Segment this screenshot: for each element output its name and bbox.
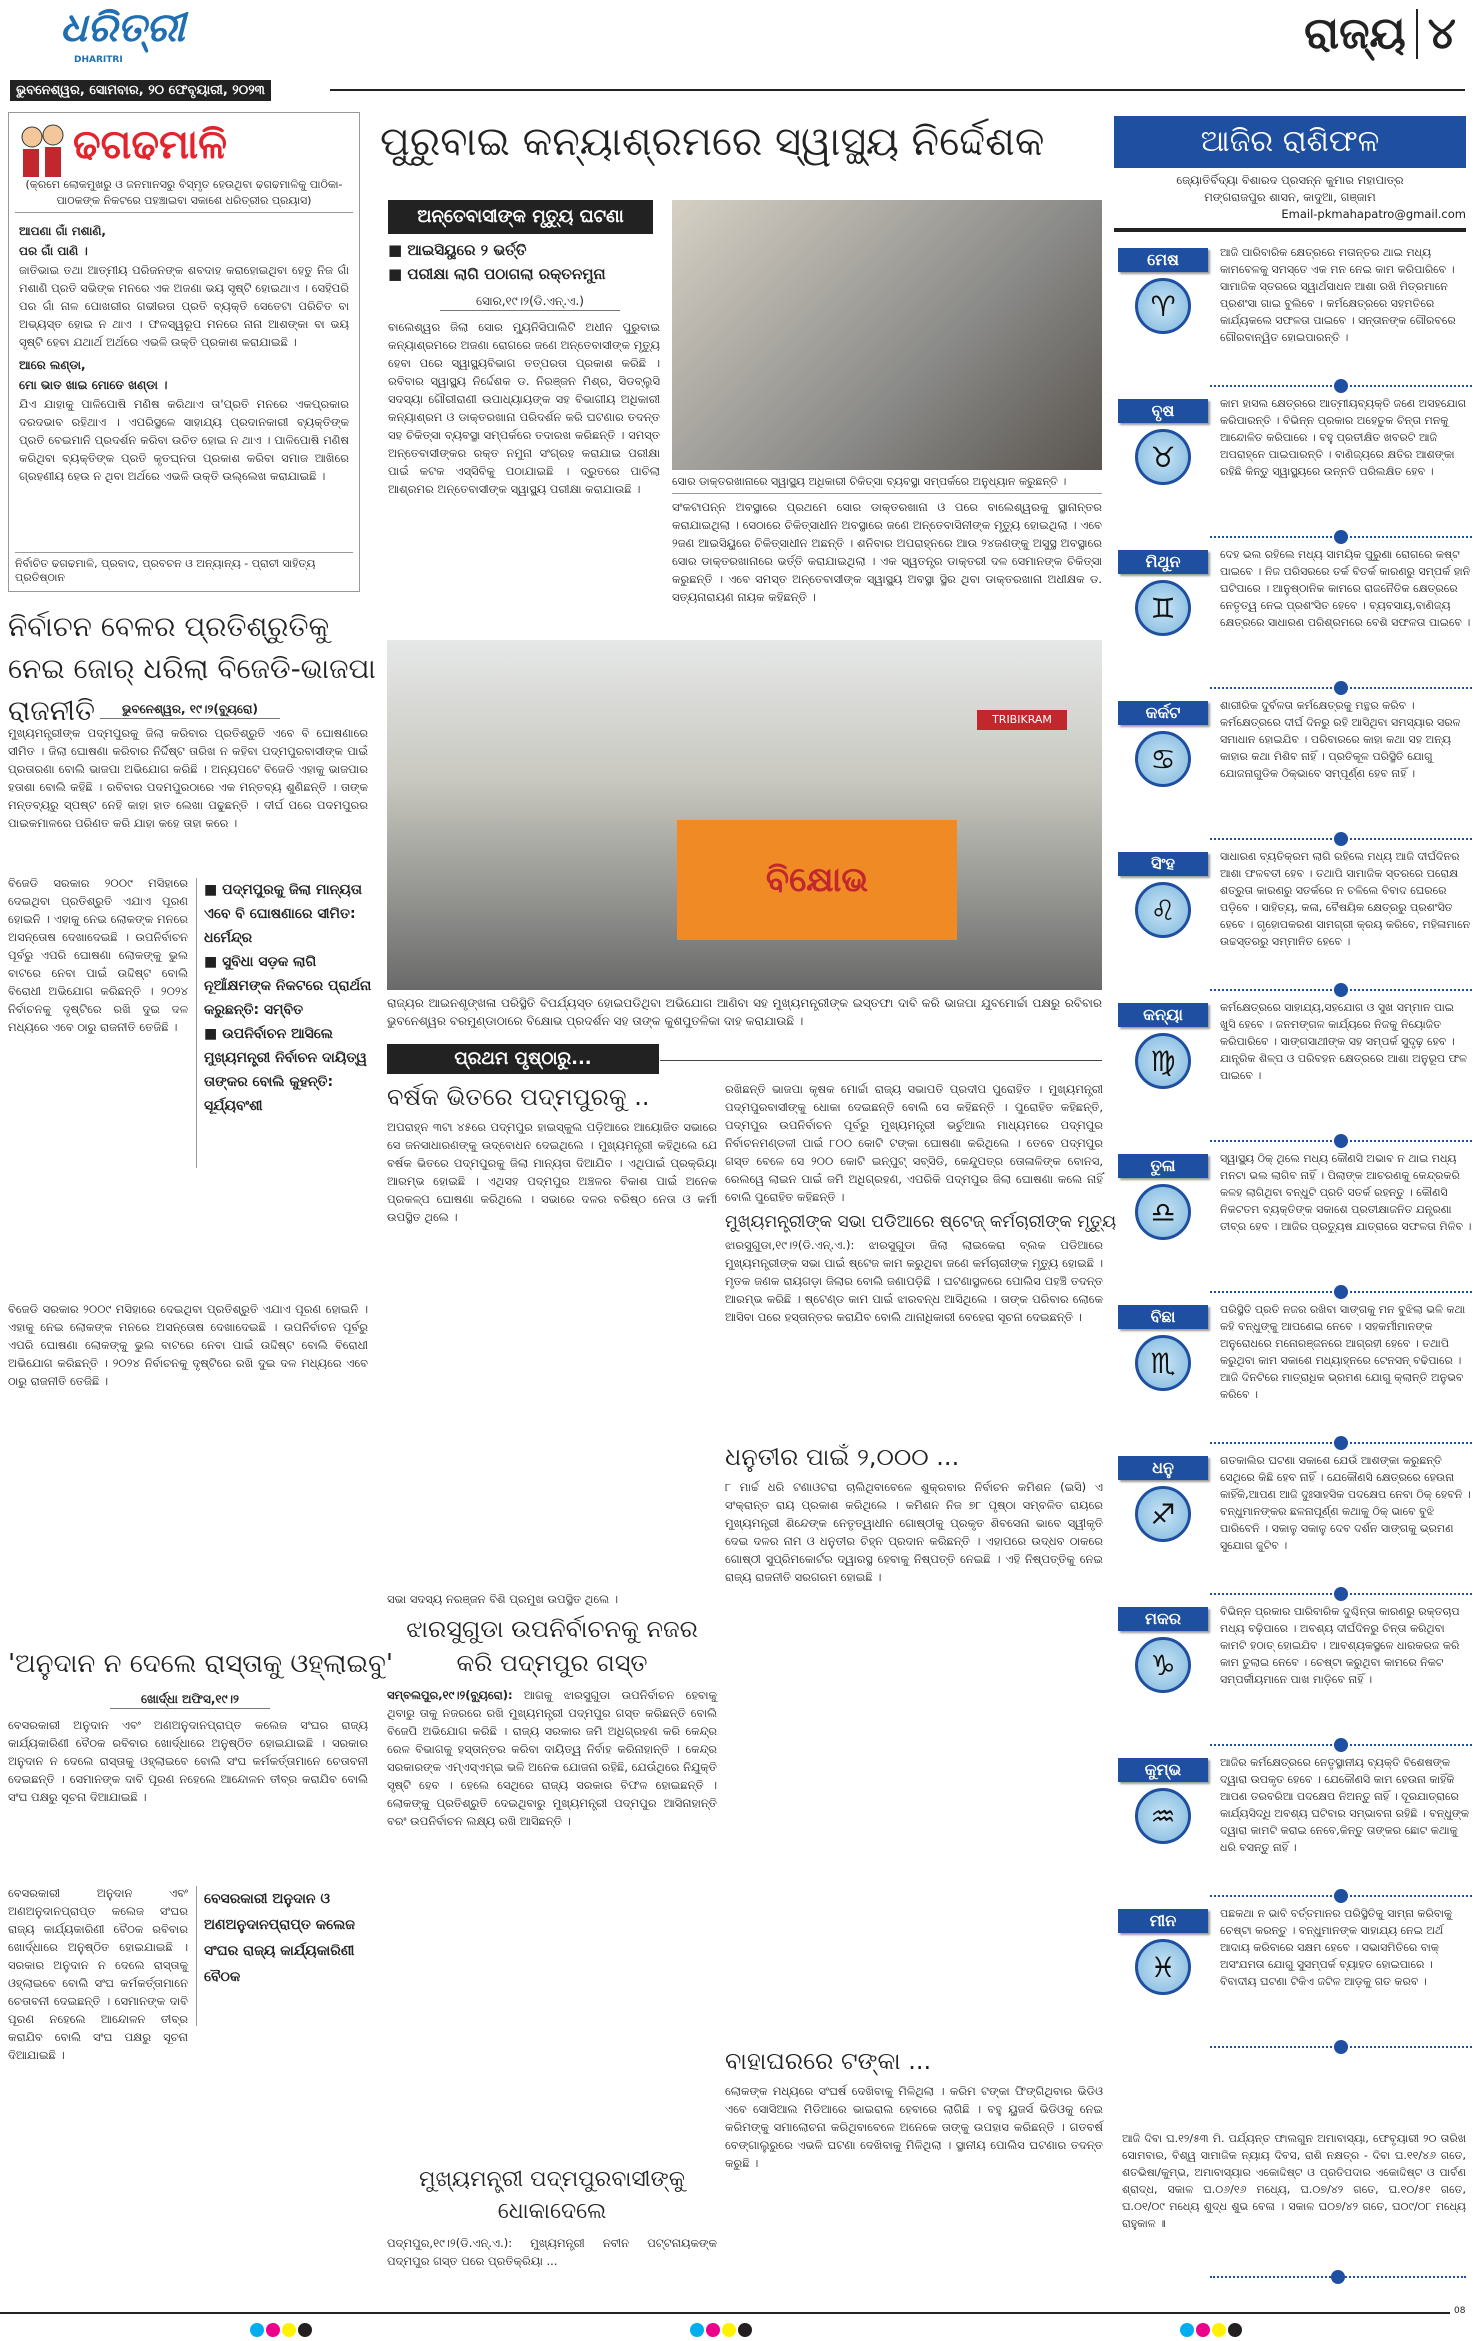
bull-icon: ♉ [1135,429,1191,485]
story1-headline: ବର୍ଷକ ଭିତରେ ପଦ୍ମପୁରକୁ .. [387,1083,650,1111]
sign-divider [1210,838,1472,840]
college-dateline: ଖୋର୍ଦ୍ଧା ଅଫିସ,୧୯।୨ [110,1690,270,1709]
color-dot [266,2323,280,2337]
sign-prediction: ଗତକାଲିର ଘଟଣା ସକାଶେ ଯେଉଁ ଆଶଙ୍କା କରୁଛନ୍ତି ସେଥିରେ କିଛି ହେବ ନାହିଁ । ଯେକୌଣସି କ୍ଷେତ୍ରରେ ହେଉନା କାହିଁକି,ଆପଣ ଆଜି ଦୁଃସାହସିକ ପଦକ୍ଷେପ ନେବା ଠିକ୍ ହେବନି । ବନ୍ଧୁମାନଙ୍କର ଛଳନାପୂର୍ଣ୍ଣ କଥାକୁ ଠିକ୍ ଭାବେ ବୁଝି ପାରିବେନି । ସକାଳୁ ସକାଳୁ ଦେବ ଦର୍ଶନ ସାଙ୍ଗକୁ ଭ୍ରମଣ ସୁଯୋଗ ଜୁଟିବ । [1220,1454,1471,1552]
death-headline: ମୁଖ୍ୟମନ୍ତ୍ରୀଙ୍କ ସଭା ପଡିଆରେ ଷ୍ଟେଜ୍ କର୍ମଚାରୀଙ୍କ ମୃତ୍ୟୁ [725,1212,1117,1232]
politics-body: ମୁଖ୍ୟମନ୍ତ୍ରୀଙ୍କ ପଦ୍ମପୁରକୁ ଜିଲା କରିବାର ପ୍ରତିଶ୍ରୁତି ଏବେ ବି ଘୋଷଣାରେ ସୀମିତ । ଜିଲା ଘୋଷଣା କରିବାର ନିର୍ଦ୍ଦିଷ୍ଟ ତାରିଖ ନ କହିବା ପଦ୍ମପୁରବାସୀଙ୍କ ପାଇଁ ପ୍ରତାରଣା ବୋଲି ଭାଜପା ଅଭିଯୋଗ କରିଛି । ଅନ୍ୟପଟେ ବିଜେଡି ଏହାକୁ ଭାଜପାର ହତାଶା ବୋଲି କହିଛି । ରବିବାର ପଦମପୁରଠାରେ ଏକ ମନ୍ତବ୍ୟ ଶୁଣିଛନ୍ତି । ତାଙ୍କ ମନ୍ତବ୍ୟରୁ ସ୍ପଷ୍ଟ ନେହି କାହା ହାତ ଲେଖା ପଢୁଛନ୍ତି । ଦୀର୍ଘ ପରେ ପଦମପୁରର ପାଇକମାଳରେ ପରିଣତ କରି ଯାହା କହେ ତାହା କରେ । [8,726,368,830]
color-dot [298,2323,312,2337]
sign-badge [1118,550,1208,636]
sign-divider [1210,385,1472,387]
story1-end: ସଭା ସଦସ୍ୟ ନରଞ୍ଜନ ବିଶି ପ୍ରମୁଖ ଉପସ୍ଥିତ ଥିଲେ । [387,1592,619,1606]
sign-divider [1210,687,1472,689]
sign-prediction: ସ୍ୱାସ୍ଥ୍ୟ ଠିକ୍ ଥିଲେ ମଧ୍ୟ କୌଣସି ଅଭାବ ନ ଥାଇ ମଧ୍ୟ ମନଟା ଭଲ ଲାଗିବ ନାହିଁ । ପିଲାଙ୍କ ଆଚରଣକୁ କେନ୍ଦ୍ରକରି କଳହ ଲାଗିଥିବା ବନ୍ଧୁଟି ପ୍ରତି ସତର୍କ ରହନ୍ତୁ । କୌଣସି ନିକଟତମ ବ୍ୟକ୍ତିଙ୍କ ସକାଶେ ପ୍ରତୀକ୍ଷାଜନିତ ଯନ୍ତ୍ରଣା ତୀବ୍ର ହେବ । ଆଜିର ପ୍ରତ୍ୟୁଷ ଯାତ୍ରାରେ ସଫଳତା ମିଳିବ । [1220,1152,1472,1233]
footer-rule [0,2312,1450,2314]
color-dot [722,2323,736,2337]
politics-dateline: ଭୁବନେଶ୍ୱର, ୧୯।୨(ବ୍ୟୁରୋ) [100,700,280,719]
college-divider [196,1886,197,2026]
politics-headline: ନିର୍ବାଚନ ବେଳର ପ୍ରତିଶ୍ରୁତିକୁ ନେଇ ଜୋର୍ ଧରିଲା ବିଜେଡି-ଭାଜପା ରାଜନୀତି [8,610,376,727]
archer-icon: ♐ [1135,1486,1191,1542]
color-dot [1228,2323,1242,2337]
goat-icon: ♑ [1135,1637,1191,1693]
dhagadhamali-subtitle: (କ୍ରମେ ଲୋକମୁଖରୁ ଓ ଜନମାନସରୁ ବିସ୍ମୃତ ହେଉଥିବା ଢଗଢମାଳିକୁ ପାଠିକା-ପାଠକଙ୍କ ନିକଟରେ ପହଞ୍ଚାଇବା ସକାଶେ ଧରିତ୍ରୀର ପ୍ରୟାସ) [15,177,353,213]
horoscope-email[interactable]: Email-pkmahapatro@gmail.com [1281,207,1466,221]
sign-badge [1118,399,1208,485]
dharitri-logo [60,4,210,76]
sign-badge [1118,701,1208,787]
sign-prediction: ଦେହ ଭଲ ରହିଲେ ମଧ୍ୟ ସାମୟିକ ପୁରୁଣା ରୋଗରେ କଷ୍ଟ ପାଇବେ । ନିଜ ପରିସରରେ ତର୍କ ବିତର୍କ କାରଣରୁ ସମ୍ପର୍କ ହାନି ଘଟିପାରେ । ଆନୁଷ୍ଠାନିକ କାମରେ ରାଜନୈତିକ କ୍ଷେତ୍ରରେ ନେତୃତ୍ୱ ନେଇ ପ୍ରଶଂସିତ ହେବେ । ବ୍ୟବସାୟ,ବାଣିଜ୍ୟ କ୍ଷେତ୍ରରେ ସାଧାରଣ ପରିଶ୍ରମରେ ବେଶି ସଫଳତା ପାଇବେ । [1220,548,1471,629]
dhanutira-headline: ଧନୁତୀର ପାଇଁ ୨,୦୦୦ ... [725,1443,960,1471]
color-dot [738,2323,752,2337]
sign-divider [1210,989,1472,991]
section-name: ରାଜ୍ୟ [1304,8,1406,59]
crab-icon: ♋ [1135,731,1191,787]
page-number: ୪ [1427,8,1456,59]
proverb-1-heading2: ପର ଗାଁ ପାଣି । [19,244,88,258]
sign-prediction: ପରିସ୍ଥିତି ପ୍ରତି ନଜର ରଖିବା ସାଙ୍ଗକୁ ମନ ବୁଝିଲା ଭଳି କଥା କହି ବନ୍ଧୁଙ୍କୁ ଆପଣେଇ ନେବେ । ସହକର୍ମୀମାନଙ୍କ ଅନୁରୋଧରେ ମନୋରଞ୍ଜନରେ ଆଗ୍ରହୀ ହେବେ । ତଥାପି କରୁଥିବା କାମ ସକାଶେ ମଧ୍ୟାହ୍ନରେ ଟେନସନ୍ ବଢିପାରେ । ଆଜି ଦିନଟିରେ ମାତ୍ରାଧିକ ଭ୍ରମଣ ଯୋଗୁ କ୍ଲାନ୍ତି ଅନୁଭବ କରିବେ । [1220,1303,1466,1401]
horoscope-title: ଆଜିର ରାଶିଫଳ [1114,116,1466,168]
front-page-label: ପ୍ରଥମ ପୃଷ୍ଠାରୁ... [387,1044,659,1074]
sign-prediction: ଆଜିର କର୍ମକ୍ଷେତ୍ରରେ ନେତୃସ୍ଥାନୀୟ ବ୍ୟକ୍ତି ବିଶେଷଙ୍କ ଦ୍ୱାରା ଉପକୃତ ହେବେ । ଯେକୌଣସି କାମ ହେଉନା କାହିଁକି ଆପଣ ତରବରିଆ ପଦକ୍ଷେପ ନିଅନ୍ତୁ ନାହିଁ । ଦୂରଯାତ୍ରାରେ କାର୍ଯ୍ୟସିଦ୍ଧି ଅବଶ୍ୟ ଘଟିବାର ସମ୍ଭାବନା ରହିଛି । ବନ୍ଧୁଙ୍କ ଦ୍ୱାରା କାମଟି କରାଇ ନେବେ,କିନ୍ତୁ ତାଙ୍କର ଛୋଟ କଥାକୁ ଧରି ବସନ୍ତୁ ନାହିଁ । [1220,1756,1470,1854]
sign-divider [1210,1442,1472,1444]
horoscope-author: ଜ୍ୟୋତିର୍ବିଦ୍ୟା ବିଶାରଦ ପ୍ରସନ୍ନ କୁମାର ମହାପାତ୍ର [1176,173,1404,187]
sign-badge [1118,248,1208,334]
sign-divider [1210,1593,1472,1595]
protest-caption: ରାଜ୍ୟର ଆଇନଶୃଙ୍ଖଳା ପରିସ୍ଥିତି ବିପର୍ଯ୍ୟସ୍ତ ହୋଇପଡିଥିବା ଅଭିଯୋଗ ଆଣିବା ସହ ମୁଖ୍ୟମନ୍ତ୍ରୀଙ୍କ ଇସ୍ତଫା ଦାବି କରି ଭାଜପା ଯୁବମୋର୍ଚ୍ଚା ପକ୍ଷରୁ ରବିବାର ଭୁବନେଶ୍ୱର ବରମୁଣ୍ଡାଠାରେ ବିକ୍ଷୋଭ ପ୍ରଦର୍ଶନ ସହ ତାଙ୍କ କୁଶପୁତଳିକା ଦାହ କରାଯାଉଛି । [387,996,1102,1028]
sign-divider [1210,1895,1472,1897]
protest-banner: ବିକ୍ଷୋଭ [677,820,957,940]
sign-name: ମୀନ [1118,1909,1208,1933]
sign-badge [1118,1456,1208,1542]
sign-divider [1210,1140,1472,1142]
section-header [1304,8,1456,59]
proverb-2-heading: ଆରେ ଲଣ୍ଡା, [19,358,86,372]
sign-badge [1118,1305,1208,1391]
sign-prediction: ଆଜି ପାରିବାରିକ କ୍ଷେତ୍ରରେ ମତାନ୍ତର ଥାଇ ମଧ୍ୟ କାମବେଳକୁ ସମସ୍ତେ ଏକ ମନ ନେଇ କାମ କରିପାରିବେ । ସାମାଜିକ ସ୍ତରରେ ସ୍ୱାର୍ଥସାଧନ ଆଶା ରଖି ମିତ୍ରମାନେ ପ୍ରଶଂସା ଗାଇ ବୁଲିବେ । କର୍ମକ୍ଷେତ୍ରରେ ସହମତିରେ କାର୍ଯ୍ୟକଲେ ସଫଳତା ପାଇବେ । ସନ୍ତାନଙ୍କ ଗୌରବରେ ଗୌରବାନ୍ୱିତ ହୋଇପାରନ୍ତି । [1220,246,1456,344]
twins-icon: ♊ [1135,580,1191,636]
sign-divider [1210,1744,1472,1746]
cartoon-icon [17,119,67,179]
college-highlight: ବେସରକାରୀ ଅନୁଦାନ ଓ ଅଣଅନୁଦାନପ୍ରାପ୍ତ କଲେଜ ସଂଘର ରାଜ୍ୟ କାର୍ଯ୍ୟକାରିଣୀ ବୈଠକ [204,1891,355,1985]
lead-photo [672,200,1102,470]
scales-icon: ♎ [1135,1184,1191,1240]
jharsuguda-dateline: ସମ୍ବଲପୁର,୧୯।୨(ବ୍ୟୁରୋ): ଆଗକୁ ଝାରସୁଗୁଡା ଉପନିର୍ବାଚନ ହେବାକୁ ଥିବାରୁ ତାକୁ ନଜରରେ ରଖି ମୁଖ୍ୟମନ୍ତ୍ରୀ ପଦ୍ମପୁର ଗସ୍ତ କରିଛନ୍ତି ବୋଲି ବିଜେପି ଅଭିଯୋଗ କରିଛି । ରାଜ୍ୟ ସରକାର ଜମି ଅଧିଗ୍ରହଣ କରି କେନ୍ଦ୍ର ରେଳ ବିଭାଗକୁ ହସ୍ତାନ୍ତର କରିବା ଦାୟିତ୍ୱ ନିର୍ବାହ କରିନାହାନ୍ତି । କେନ୍ଦ୍ର ସରକାରଙ୍କ ଏମ୍‌ଏସ୍‌ଏମ୍‌ଇ ଭଳି ଅନେକ ଯୋଜନା ରହିଛି, ଯେଉଁଥିରେ ନିଯୁକ୍ତି ସୃଷ୍ଟି ହେବ । ହେଲେ ସେଥିରେ ରାଜ୍ୟ ସରକାର ବିଫଳ ହୋଇଛନ୍ତି । ଲୋକଙ୍କୁ ପ୍ରତିଶ୍ରୁତି ଦେଇଥିବାରୁ ମୁଖ୍ୟମନ୍ତ୍ରୀ ପଦ୍ମପୁର ଆସିନାହାନ୍ତି ବରଂ ଉପନିର୍ବାଚନ ଲକ୍ଷ୍ୟ ରଖି ଆସିଛନ୍ତି । [387,1688,717,1828]
sign-name: କନ୍ୟା [1118,1003,1208,1027]
sign-badge [1118,1607,1208,1693]
color-dot [1196,2323,1210,2337]
death-body: ଝାରସୁଗୁଡା,୧୯।୨(ଡି.ଏନ୍.ଏ.): ଝାରସୁଗୁଡା ଜିଲା ଲାଇକେରା ବ୍ଲକ ପଡିଆରେ ମୁଖ୍ୟମନ୍ତ୍ରୀଙ୍କ ସଭା ପାଇଁ ଷ୍ଟେଜ କାମ କରୁଥିବା ଜଣେ କର୍ମଚାରୀଙ୍କ ମୃତ୍ୟୁ ହୋଇଛି । ମୃତକ ଜଣକ ରାୟଗଡ଼ା ଜିଲାର ବୋଲି ଜଣାପଡ଼ିଛି । ଘଟଣାସ୍ଥଳରେ ପୋଲିସ ପହଞ୍ଚି ତଦନ୍ତ ଆରମ୍ଭ କରିଛି । ଷ୍ଟେଣ୍ଡ କାମ ପାଇଁ ଝାରବନ୍ଧ ଆସିଥିଲେ । ତାଙ୍କ ପରିବାର ଲୋକେ ଆସିବା ପରେ ହସ୍ତାନ୍ତର କରାଯିବ ବୋଲି ଥାନାଧିକାରୀ ବେହେରା ସୂଚନା ଦେଇଛନ୍ତି । [725,1238,1103,1324]
story1-body: ଅପରାହ୍ନ ୩ଟା ୪୫ରେ ପଦ୍ମପୁର ହାଇସ୍କୁଲ ପଡ଼ିଆରେ ଆୟୋଜିତ ସଭାରେ ସେ ଜନସାଧାରଣଙ୍କୁ ଉଦ୍‌ବୋଧନ ଦେଇଥିଲେ । ମୁଖ୍ୟମନ୍ତ୍ରୀ କହିଥିଲେ ଯେ ବର୍ଷକ ଭିତରେ ପଦ୍ମପୁରକୁ ଜିଲା ମାନ୍ୟତା ଦିଆଯିବ । ଏଥିପାଇଁ ପ୍ରକ୍ରିୟା ଆରମ୍ଭ ହୋଇଛି । ଏଥିସହ ପଦ୍ମପୁର ଅଞ୍ଚଳର ବିକାଶ ପାଇଁ ଅନେକ ପ୍ରକଳ୍ପ ଘୋଷଣା କରିଥିଲେ । ସଭାରେ ଦଳର ବରିଷ୍ଠ ନେତା ଓ କର୍ମୀ ଉପସ୍ଥିତ ଥିଲେ । [387,1120,717,1224]
scorpion-icon: ♏ [1135,1335,1191,1391]
sign-name: ତୁଳା [1118,1154,1208,1178]
sign-name: ମକର [1118,1607,1208,1631]
highlight-1: ■ ପଦ୍ମପୁରକୁ ଜିଲା ମାନ୍ୟତା ଏବେ ବି ଘୋଷଣାରେ ସୀମିତ: ଧର୍ମେନ୍ଦ୍ର [204,882,362,946]
proverb-1-body: ଜାତିଭାଇ ତଥା ଆତ୍ମୀୟ ପରିଜନଙ୍କ ଶବଦାହ କରାହୋଇଥିବା ହେତୁ ନିଜ ଗାଁ ମଶାଣି ପ୍ରତି ସଭିଙ୍କ ମନରେ ଏକ ଅଜଣା ଭୟ ସୃଷ୍ଟି ହୋଇଥାଏ । ସେହିପରି ପର ଗାଁ ନାଳ ପୋଖରୀର ଗଭୀରତା ପ୍ରତି ବ୍ୟକ୍ତି ସେତେଟା ପରିଚିତ ବା ଅଭ୍ୟସ୍ତ ହୋଇ ନ ଥାଏ । ଫଳସ୍ୱରୂପ ମନରେ ନାନା ଆଶଙ୍କା ବା ଭୟ ସୃଷ୍ଟି ହେବା ଯଥାର୍ଥ ଅର୍ଥରେ ଏଭଳି ଉକ୍ତି ପ୍ରକାଶ କରାଯାଇଛି । [19,263,349,349]
sign-name: କର୍କଟ [1118,701,1208,725]
politics-body-col: ବିଜେଡି ସରକାର ୨୦୦୯ ମସିହାରେ ଦେଇଥିବା ପ୍ରତିଶ୍ରୁତି ଏଯାଏ ପୂରଣ ହୋଇନି । ଏହାକୁ ନେଇ ଲୋକଙ୍କ ମନରେ ଅସନ୍ତୋଷ ଦେଖାଦେଇଛି । ଉପନିର୍ବାଚନ ପୂର୍ବରୁ ଏପରି ଘୋଷଣା ଲୋକଙ୍କୁ ଭୁଲ ବାଟରେ ନେବା ପାଇଁ ଉଦ୍ଦିଷ୍ଟ ବୋଲି ବିରୋଧୀ ଅଭିଯୋଗ କରିଛନ୍ତି । ୨୦୨୪ ନିର୍ବାଚନକୁ ଦୃଷ୍ଟିରେ ରଖି ଦୁଇ ଦଳ ମଧ୍ୟରେ ଏବେ ଠାରୁ ରାଜନୀତି ତେଜିଛି । [8,876,188,1034]
sign-divider [1210,536,1472,538]
sign-badge [1118,1003,1208,1089]
lead-kicker: ଅନ୍ତେବାସୀଙ୍କ ମୃତ୍ୟୁ ଘଟଣା [388,200,653,234]
logo-text: ଧରିତ୍ରୀ [60,5,185,51]
story2-body: ରଖିଛନ୍ତି ଭାଜପା କୃଷକ ମୋର୍ଚ୍ଚା ରାଜ୍ୟ ସଭାପତି ପ୍ରଦୀପ ପୁରୋହିତ । ମୁଖ୍ୟମନ୍ତ୍ରୀ ପଦ୍ମପୁରବାସୀଙ୍କୁ ଧୋକା ଦେଇଛନ୍ତି ବୋଲି ସେ କହିଛନ୍ତି । ପୁରୋହିତ କହିଛନ୍ତି, ପଦ୍ମପୁର ଉପନିର୍ବାଚନ ପୂର୍ବରୁ ମୁଖ୍ୟମନ୍ତ୍ରୀ ଭର୍ଚୁଆଲ ମାଧ୍ୟମରେ ପଦ୍ମପୁର ନିର୍ବାଚନମଣ୍ଡଳୀ ପାଇଁ ୮୦୦ କୋଟି ଟଙ୍କା ଘୋଷଣା କରିଥିଲେ । ତେବେ ପଦ୍ମପୁର ଗସ୍ତ ବେଳେ ସେ ୨୦୦ କୋଟି ଇନ୍‌ପୁଟ୍ ସବ୍‌ସିଡି, କେନ୍ଦୁପତ୍ର ତୋଳାଳିଙ୍କ ବୋନସ, ରେଲୱେ ଲାଇନ ପାଇଁ ଜମି ଅଧିଗ୍ରହଣ, ଏପରିକି ପଦ୍ମପୁର ଜିଲା ଘୋଷଣା କଲେ ନାହିଁ ବୋଲି ପୁରୋହିତ କହିଛନ୍ତି । [725,1082,1103,1204]
bus-sign: TRIBIKRAM [977,710,1067,730]
ram-icon: ♈ [1135,278,1191,334]
horoscope-address: ମଙ୍ଗରାଜପୁର ଶାସନ, କାଦୁଆ, ଗଞ୍ଜାମ [1204,190,1376,204]
college-body: ବେସରକାରୀ ଅନୁଦାନ ଏବଂ ଅଣଅନୁଦାନପ୍ରାପ୍ତ କଲେଜ ସଂଘର ରାଜ୍ୟ କାର୍ଯ୍ୟକାରିଣୀ ବୈଠକ ରବିବାର ଖୋର୍ଦ୍ଧାରେ ଅନୁଷ୍ଠିତ ହୋଇଯାଇଛି । ସରକାର ଅନୁଦାନ ନ ଦେଲେ ରାସ୍ତାକୁ ଓହ୍ଲାଇବେ ବୋଲି ସଂଘ କର୍ମକର୍ତ୍ତାମାନେ ଚେତାବନୀ ଦେଇଛନ୍ତି । ସେମାନଙ୍କ ଦାବି ପୂରଣ ନହେଲେ ଆନ୍ଦୋଳନ ତୀବ୍ର କରାଯିବ ବୋଲି ସଂଘ ପକ୍ଷରୁ ସୂଚନା ଦିଆଯାଇଛି । [8,1718,368,1804]
color-registration-marks [1180,2322,1244,2341]
highlight-3: ■ ଉପନିର୍ବାଚନ ଆସିଲେ ମୁଖ୍ୟମନ୍ତ୍ରୀ ନିର୍ବାଚନ ଦାୟିତ୍ୱ ତାଙ୍କର ବୋଲି କୁହନ୍ତି: ସୂର୍ଯ୍ୟବଂଶୀ [204,1026,367,1114]
color-registration-marks [250,2322,314,2341]
masthead-rule [330,89,1465,91]
sign-prediction: କର୍ମକ୍ଷେତ୍ରରେ ସାହାଯ୍ୟ,ସହଯୋଗ ଓ ସୁଖ ସମ୍ମାନ ପାଇ ଖୁସି ହେବେ । ଜନମଙ୍ଗଳ କାର୍ଯ୍ୟରେ ନିଜକୁ ନିୟୋଜିତ କରିପାରିବେ । ସାଙ୍ଗସାଥୀଙ୍କ ସହ ସମ୍ପର୍କ ସୁଦୃଢ଼ ହେବ । ଯାନ୍ତ୍ରିକ ଶିଳ୍ପ ଓ ପରିବହନ କ୍ଷେତ୍ରରେ ଆଶା ଅନୁରୂପ ଫଳ ପାଇବେ । [1220,1001,1468,1082]
money-body: ଲୋକଙ୍କ ମଧ୍ୟରେ ସଂଘର୍ଷ ଦେଖିବାକୁ ମିଳିଥିଲା । କରିମ ଟଙ୍କା ଫିଙ୍ଗିଥିବାର ଭିଡିଓ ଏବେ ସୋସିଆଲ ମିଡିଆରେ ଭାଇରାଲ ହେବାରେ ଲାଗିଛି । ବହୁ ୟୁଜର୍ସ ଭିଡିଓକୁ ନେଇ କରିମଙ୍କୁ ସମାଲୋଚନା କରିଥିବାବେଳେ ଅନେକେ ତାଙ୍କୁ ଉପହାସ କରିଛନ୍ତି । ଗତବର୍ଷ ବେଙ୍ଗାଲୁରୁରେ ଏଭଳି ଘଟଣା ଦେଖିବାକୁ ମିଳିଥିଲା । ସ୍ଥାନୀୟ ପୋଲିସ ଘଟଣାର ତଦନ୍ତ କରୁଛି । [725,2084,1103,2170]
sign-name: ସିଂହ [1118,852,1208,876]
lead-body-col1: ବାଲେଶ୍ୱର ଜିଲା ସୋର ମ୍ୟୁନିସିପାଲିଟି ଅଧୀନ ପୁରୁବାଇ କନ୍ୟାଶ୍ରମରେ ଅଜଣା ରୋଗରେ ଜଣେ ଅନ୍ତେବାସୀଙ୍କ ମୃତ୍ୟୁ ହେବା ପରେ ସ୍ୱାସ୍ଥ୍ୟବିଭାଗ ତତ୍ପରତା ପ୍ରକାଶ କରିଛି । ରବିବାର ସ୍ୱାସ୍ଥ୍ୟ ନିର୍ଦ୍ଦେଶକ ଡ. ନିରଞ୍ଜନ ମିଶ୍ର, ସିଡବ୍ଲୁସି ସଦସ୍ୟା ଗୌରୀରାଣୀ ଉପାଧ୍ୟାୟଙ୍କ ସହ ବିଭାଗୀୟ ଅଧିକାରୀ କନ୍ୟାଶ୍ରମ ଓ ଡାକ୍ତରଖାନା ପରିଦର୍ଶନ କରି ଘଟଣାର ତଦନ୍ତ ସହ ଚିକିତ୍ସା ବ୍ୟବସ୍ଥା ସମ୍ପର୍କରେ ତଦାରଖ କରିଛନ୍ତି । ସମସ୍ତ ଅନ୍ତେବାସୀଙ୍କର ରକ୍ତ ନମୁନା ସଂଗ୍ରହ କରାଯାଇ ପରୀକ୍ଷା ପାଇଁ କଟକ ଏସ୍‌ସିବିକୁ ପଠାଯାଇଛି । ଦ୍ରୁତରେ ପାଚିଲା ଆଶ୍ରମର ଅନ୍ତେବାସୀଙ୍କ ସ୍ୱାସ୍ଥ୍ୟ ପରୀକ୍ଷା କରାଯାଉଛି । [388,320,660,496]
horoscope-signs [1110,238,1476,2058]
horoscope-byline [1114,172,1466,223]
highlight-divider [196,878,197,1168]
color-dot [1180,2323,1194,2337]
cm-body: ପଦ୍ମପୁର,୧୯।୨(ଡି.ଏନ୍.ଏ.): ମୁଖ୍ୟମନ୍ତ୍ରୀ ନବୀନ ପଟ୍ଟନାୟକଙ୍କ ପଦ୍ମପୁର ଗସ୍ତ ପରେ ପ୍ରତିକ୍ରିୟା ... [387,2236,717,2268]
virgo-icon: ♍ [1135,1033,1191,1089]
lead-dateline: ସୋର,୧୯।୨(ଡି.ଏନ୍.ଏ.) [440,292,620,311]
politics-highlights [204,878,376,1288]
sign-prediction: ପଛକଥା ନ ଭାବି ବର୍ତ୍ତମାନର ପରିସ୍ଥିତିକୁ ସାମ୍ନା କରିବାକୁ ଚେଷ୍ଟା କରନ୍ତୁ । ବନ୍ଧୁମାନଙ୍କ ସାହାଯ୍ୟ ନେଇ ଅର୍ଥ ଆଦାୟ କରିବାରେ ସକ୍ଷମ ହେବେ । ସଭାସମିତିରେ ବାକ୍ ଅସଂଯମତା ଯୋଗୁ ସୁସମ୍ପର୍କ ବ୍ୟାହତ ହୋଇପାରେ । ବିବାଦୀୟ ଘଟଣା ଟିକିଏ ଜଟିଳ ଆଡ଼କୁ ଗତ କରବ । [1220,1907,1453,1988]
cm-headline: ମୁଖ୍ୟମନ୍ତ୍ରୀ ପଦ୍ମପୁରବାସୀଙ୍କୁ ଧୋକାଦେଲେ [419,2167,685,2224]
sign-divider [1210,1291,1472,1293]
color-dot [1212,2323,1226,2337]
front-page-rule [660,1060,1102,1061]
sign-prediction: କାମ ହାସଲ କ୍ଷେତ୍ରରେ ଆତ୍ମୀୟବ୍ୟକ୍ତି ଜଣେ ଅସହଯୋଗ କରିପାରନ୍ତି । ବିଭିନ୍ନ ପ୍ରକାର ଅହେତୁକ ଚିନ୍ତା ମନକୁ ଆନ୍ଦୋଳିତ କରିପାରେ । ବହୁ ପ୍ରତୀକ୍ଷିତ ଖବରଟି ଆଜି ଅପରାହ୍ନେ ପାଇପାରନ୍ତି । ବାଣିଜ୍ୟରେ କ୍ଷତିର ଆଶଙ୍କା ରହିଛି କିନ୍ତୁ ସ୍ୱାସ୍ଥ୍ୟରେ ଉନ୍ନତି ପରିଲକ୍ଷିତ ହେବ । [1220,397,1467,478]
lead-photo-caption: ସୋର ଡାକ୍ତରଖାନାରେ ସ୍ୱାସ୍ଥ୍ୟ ଅଧିକାରୀ ଚିକିତ୍ସା ବ୍ୟବସ୍ଥା ସମ୍ପର୍କରେ ଅନୁଧ୍ୟାନ କରୁଛନ୍ତି । [672,474,1102,494]
sign-badge [1118,852,1208,938]
lead-bullet-2: ■ ପରୀକ୍ଷା ଲାଗି ପଠାଗଲା ରକ୍ତନମୁନା [388,265,606,283]
highlight-2: ■ ସୁବିଧା ସଡ଼କ ଲାଗି ନୂଆଁକ୍ଷମଙ୍କ ନିକଟରେ ପ୍ରାର୍ଥନା କରୁଛନ୍ତି: ସମ୍ବିତ [204,954,372,1018]
page-code: 08 [1454,2306,1466,2316]
fish-icon: ♓ [1135,1939,1191,1995]
jharsuguda-headline: ଝାରସୁଗୁଡା ଉପନିର୍ବାଚନକୁ ନଜର କରି ପଦ୍ମପୁର ଗସ୍ତ [406,1615,698,1677]
dhagadhamali-box [8,112,360,592]
dhagadhamali-title: ଢଗଢମାଳି [73,122,227,168]
lead-headline: ପୁରୁବାଇ କନ୍ୟାଶ୍ରମରେ ସ୍ୱାସ୍ଥ୍ୟ ନିର୍ଦ୍ଦେଶକ [380,119,1045,165]
sign-badge [1118,1154,1208,1240]
color-dot [250,2323,264,2337]
lead-body-col2: ସଂକଟାପନ୍ନ ଅବସ୍ଥାରେ ପ୍ରଥମେ ସୋର ଡାକ୍ତରଖାନା ଓ ପରେ ବାଲେଶ୍ୱରକୁ ସ୍ଥାନାନ୍ତର କରାଯାଇଥିଲା । ସେଠାରେ ଚିକିତ୍ସାଧୀନ ଅବସ୍ଥାରେ ଜଣେ ଅନ୍ତେବାସିନୀଙ୍କ ମୃତ୍ୟୁ ହୋଇଥିଲା । ଏବେ ୨ଜଣ ଆଇସିୟୁରେ ଚିକିତ୍ସାଧୀନ ଅଛନ୍ତି । ଶନିବାର ଅପରାହ୍ନରେ ଆଉ ୨୪ଜଣଙ୍କୁ ଅସୁସ୍ଥ ଅବସ୍ଥାରେ ସୋର ଡାକ୍ତରଖାନାରେ ଭର୍ତ୍ତି କରାଯାଇଥିଲା । ଏକ ସ୍ୱତନ୍ତ୍ର ଡାକ୍ତରୀ ଦଳ ସେମାନଙ୍କ ଚିକିତ୍ସା କରୁଛନ୍ତି । ଏବେ ସମସ୍ତ ଅନ୍ତେବାସୀଙ୍କ ସ୍ୱାସ୍ଥ୍ୟ ଅବସ୍ଥା ସ୍ଥିର ଥିବା ଡାକ୍ତରଖାନା ଅଧୀକ୍ଷକ ଡ. ସତ୍ୟନାରାୟଣ ନାୟକ କହିଛନ୍ତି । [672,500,1102,604]
politics-body-2: ବିଜେଡି ସରକାର ୨୦୦୯ ମସିହାରେ ଦେଇଥିବା ପ୍ରତିଶ୍ରୁତି ଏଯାଏ ପୂରଣ ହୋଇନି । ଏହାକୁ ନେଇ ଲୋକଙ୍କ ମନରେ ଅସନ୍ତୋଷ ଦେଖାଦେଇଛି । ଉପନିର୍ବାଚନ ପୂର୍ବରୁ ଏପରି ଘୋଷଣା ଲୋକଙ୍କୁ ଭୁଲ ବାଟରେ ନେବା ପାଇଁ ଉଦ୍ଦିଷ୍ଟ ବୋଲି ବିରୋଧୀ ଅଭିଯୋଗ କରିଛନ୍ତି । ୨୦୨୪ ନିର୍ବାଚନକୁ ଦୃଷ୍ଟିରେ ରଖି ଦୁଇ ଦଳ ମଧ୍ୟରେ ଏବେ ଠାରୁ ରାଜନୀତି ତେଜିଛି । [8,1302,368,1388]
sign-badge [1118,1758,1208,1844]
sign-prediction: ଶାରୀରିକ ଦୁର୍ବଳତା କର୍ମକ୍ଷେତ୍ରକୁ ମନ୍ଥର କରିବ । କର୍ମକ୍ଷେତ୍ରରେ ଦୀର୍ଘ ଦିନରୁ ରହି ଆସିଥିବା ସମସ୍ୟାର ସରଳ ସମାଧାନ ହୋଇଯିବ । ପରିବାରରେ କାହା କଥା ସହ ଅନ୍ୟ କାହାର କଥା ମିଶିବ ନାହିଁ । ପ୍ରତିକୂଳ ପରିସ୍ଥିତି ଯୋଗୁ ଯୋଜନାଗୁଡିକ ଠିକ୍‌ଭାବେ ସମ୍ପୂର୍ଣ୍ଣ ହେବ ନାହିଁ । [1220,699,1461,780]
college-headline: 'ଅନୁଦାନ ନ ଦେଲେ ରାସ୍ତାକୁ ଓହ୍ଲାଇବୁ' [8,1649,394,1679]
color-registration-marks [690,2322,754,2341]
proverb-1-heading: ଆପଣା ଗାଁ ମଶାଣି, [19,224,106,238]
color-dot [282,2323,296,2337]
panchanga-divider [1210,2276,1466,2278]
sign-name: ମେଷ [1118,248,1208,272]
lion-icon: ♌ [1135,882,1191,938]
sign-prediction: ସାଧାରଣ ବ୍ୟତିକ୍ରମ ଲାଗି ରହିଲେ ମଧ୍ୟ ଆଜି ଦୀର୍ଘଦିନର ଆଶା ଫଳବତୀ ହେବ । ତଥାପି ସାମାଜିକ ସ୍ତରରେ ପରୋକ୍ଷ ଶତ୍ରୁତା କାରଣରୁ ସତର୍କରେ ନ ଚଳିଲେ ବିବାଦ ଘେରରେ ପଡ଼ିବେ । ସାହିତ୍ୟ, କଳା, ବୈଷୟିକ କ୍ଷେତ୍ରରୁ ପ୍ରଶଂସିତ ହେବେ । ଗୃହୋପକରଣ ସାମଗ୍ରୀ କ୍ରୟ କରିବେ, ମହିଳାମାନେ ଉଚ୍ଚସ୍ତରରୁ ସମ୍ମାନିତ ହେବେ । [1220,850,1471,948]
sign-divider [1210,2046,1472,2048]
sign-name: ବିଛା [1118,1305,1208,1329]
sign-name: ବୃଷ [1118,399,1208,423]
sign-name: ଧନୁ [1118,1456,1208,1480]
logo-subtext: DHARITRI [74,55,123,65]
color-dot [706,2323,720,2337]
horoscope-rule [1114,228,1466,232]
lead-bullets [388,238,660,286]
water-bearer-icon: ♒ [1135,1788,1191,1844]
sign-badge [1118,1909,1208,1995]
proverb-2-heading2: ମୋ ଭାତ ଖାଇ ମୋତେ ଖଣ୍ଡା । [19,378,168,392]
dateline: ଭୁବନେଶ୍ୱର, ସୋମବାର, ୨୦ ଫେବୃୟାରୀ, ୨୦୨୩ [10,80,271,101]
color-dot [690,2323,704,2337]
money-headline: ବାହାଘରରେ ଟଙ୍କା ... [725,2047,932,2075]
protest-photo [387,640,1102,990]
college-body-col: ବେସରକାରୀ ଅନୁଦାନ ଏବଂ ଅଣଅନୁଦାନପ୍ରାପ୍ତ କଲେଜ ସଂଘର ରାଜ୍ୟ କାର୍ଯ୍ୟକାରିଣୀ ବୈଠକ ରବିବାର ଖୋର୍ଦ୍ଧାରେ ଅନୁଷ୍ଠିତ ହୋଇଯାଇଛି । ସରକାର ଅନୁଦାନ ନ ଦେଲେ ରାସ୍ତାକୁ ଓହ୍ଲାଇବେ ବୋଲି ସଂଘ କର୍ମକର୍ତ୍ତାମାନେ ଚେତାବନୀ ଦେଇଛନ୍ତି । ସେମାନଙ୍କ ଦାବି ପୂରଣ ନହେଲେ ଆନ୍ଦୋଳନ ତୀବ୍ର କରାଯିବ ବୋଲି ସଂଘ ପକ୍ଷରୁ ସୂଚନା ଦିଆଯାଇଛି । [8,1886,188,2062]
proverb-2-body: ଯିଏ ଯାହାକୁ ପାଳିପୋଷି ମଣିଷ କରିଥାଏ ତା'ପ୍ରତି ମନରେ ଏକପ୍ରକାର ଦରଦଭାବ ରହିଥାଏ । ଏପରିସ୍ଥଳେ ସାହାଯ୍ୟ ପ୍ରଦାନକାରୀ ବ୍ୟକ୍ତିଙ୍କ ପ୍ରତି ବେଇମାନି ପ୍ରଦର୍ଶନ କରିବା ଉଚିତ ହୋଇ ନ ଥାଏ । ପାଳିପୋଷି ମଣିଷ କରିଥିବା ବ୍ୟକ୍ତିଙ୍କ ପ୍ରତି କୃତଘ୍ନତା ପ୍ରକାଶ କରିବା ସମାଜ ଆଖିରେ ଗ୍ରହଣୀୟ ହେଉ ନ ଥିବା ଅର୍ଥରେ ଏଭଳି ଉକ୍ତି ଉଲ୍ଲେଖ କରାଯାଇଛି । [19,397,349,483]
lead-bullet-1: ■ ଆଇସିୟୁରେ ୨ ଭର୍ତ୍ତି [388,241,527,259]
section-divider [1416,9,1418,59]
sign-prediction: ବିଭିନ୍ନ ପ୍ରକାର ପାରିବାରିକ ଦୁଶ୍ଚିନ୍ତା କାରଣରୁ ରକ୍ତଚାପ ମଧ୍ୟ ବଢ଼ିପାରେ । ଅବଶ୍ୟ ଦୀର୍ଘଦିନରୁ ଚିନ୍ତା କରିଥିବା କାମଟି ହଠାତ୍ ହୋଇଯିବ । ଆବଶ୍ୟକସ୍ଥଳେ ଧାରକରଜ କରି କାମ ତୁଲାଇ ନେବେ । ଚେଷ୍ଟା କରୁଥିବା କାମରେ ନିକଟ ସମ୍ପର୍କୀୟମାନେ ପାଖ ମାଡ଼ିବେ ନାହିଁ । [1220,1605,1460,1686]
dhagadhamali-footer: ନିର୍ବାଚିତ ଢଗଢମାଳି, ପ୍ରବାଦ, ପ୍ରବଚନ ଓ ଅନ୍ୟାନ୍ୟ - ପ୍ରାଚୀ ସାହିତ୍ୟ ପ୍ରତିଷ୍ଠାନ [15,552,353,585]
dhanutira-body: ୮ ମାର୍ଚ୍ଚ ଧରି ଟଣାଓଟରା ଚାଲିଥିବାବେଳେ ଶୁକ୍ରବାର ନିର୍ବାଚନ କମିଶନ (ଇସି) ଏ ସଂକ୍ରାନ୍ତ ରାୟ ପ୍ରକାଶ କରିଥିଲେ । କମିଶନ ନିଜ ୭୮ ପୃଷ୍ଠା ସମ୍ବଳିତ ରାୟରେ ମୁଖ୍ୟମନ୍ତ୍ରୀ ଶିନ୍ଦେଙ୍କ ନେତୃତ୍ୱାଧୀନ ଗୋଷ୍ଠୀକୁ ପ୍ରକୃତ ଶିବସେନା ଭାବେ ସ୍ୱୀକୃତି ଦେଇ ଦଳର ନାମ ଓ ଧନୁତୀର ଚିହ୍ନ ପ୍ରଦାନ କରିଛନ୍ତି । ଏହାପରେ ଉଦ୍ଧବ ଠାକରେ ଗୋଷ୍ଠୀ ସୁପ୍ରିମକୋର୍ଟର ଦ୍ୱାରସ୍ଥ ହେବାକୁ ନିଷ୍ପତ୍ତି ନେଇଛି । ଏହି ନିଷ୍ପତ୍ତିକୁ ନେଇ ରାଜ୍ୟ ରାଜନୀତି ସରଗରମ ହୋଇଛି । [725,1480,1103,1584]
sign-name: କୁମ୍ଭ [1118,1758,1208,1782]
sign-name: ମିଥୁନ [1118,550,1208,574]
panchanga: ଆଜି ଦିବା ଘ.୧୨/୫୩ ମି. ପର୍ଯ୍ୟନ୍ତ ଫାଲଗୁନ ଅମାବାସ୍ୟା, ଫେବୃୟାରୀ ୨୦ ତାରିଖ ସୋମବାର, ବିଶ୍ୱ ସାମାଜିକ ନ୍ୟାୟ ଦିବସ, ରାଶି ନକ୍ଷତ୍ର - ଦିବା ଘ.୧୧/୪୬ ଗତେ, ଶତଭିଷା/କୁମ୍ଭ, ଅମାବାସ୍ୟାର ଏକୋଦ୍ଦିଷ୍ଟ ଓ ପ୍ରତିପଦାର ଏକୋଦ୍ଦିଷ୍ଟ ଓ ପାର୍ବଣ ଶ୍ରାଦ୍ଧ, ସକାଳ ଘ.୦୬/୧୬ ମଧ୍ୟେ, ଘ.୦୭/୪୨ ଗତେ, ଘ.୧୦/୫୧ ଗତେ, ଘ.୦୧/୦୯ ମଧ୍ୟେ ଶୁଦ୍ଧ ଶୁଭ ବେଳା । ସକାଳ ଘ୦୭/୪୨ ଗତେ, ଘ୦୯/୦୮ ମଧ୍ୟେ ରାହୁକାଳ ॥ [1122,2132,1466,2230]
